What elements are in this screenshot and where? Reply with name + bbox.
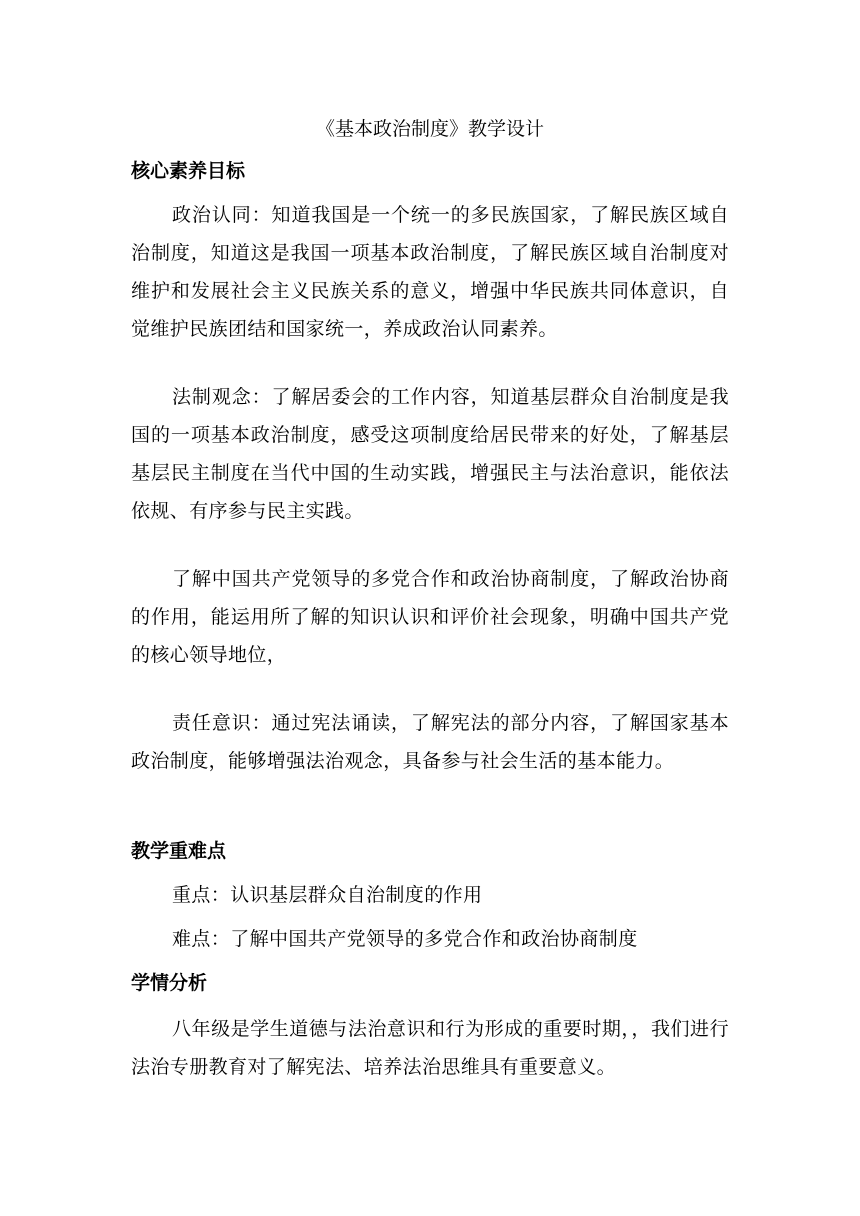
paragraph-political-identity: 政治认同：知道我国是一个统一的多民族国家，了解民族区域自治制度，知道这是我国一项基本政治制度，了解民族区域自治制度对维护和发展社会主义民族关系的意义，增强中华民族共同体意识，自觉维护民族团结和国家统一，养成政治认同素养。 [131,204,729,340]
paragraph-multiparty-cooperation: 了解中国共产党领导的多党合作和政治协商制度，了解政治协商的作用，能运用所了解的知识认识和评价社会现象，明确中国共产党的核心领导地位， [131,568,729,666]
document-title: 《基本政治制度》教学设计 [315,118,544,140]
paragraph-key-point: 重点：认识基层群众自治制度的作用 [172,884,483,906]
paragraph-difficult-point: 难点：了解中国共产党领导的多党合作和政治协商制度 [172,928,638,950]
paragraph-learner-analysis: 八年级是学生道德与法治意识和行为形成的重要时期，，我们进行法治专册教育对了解宪法、培养法治思维具有重要意义。 [131,1018,729,1078]
section-heading-core-literacy: 核心素养目标 [131,160,246,182]
paragraph-rule-of-law: 法制观念：了解居委会的工作内容，知道基层群众自治制度是我国的一项基本政治制度，感受这项制度给居民带来的好处，了解基层基层民主制度在当代中国的生动实践，增强民主与法治意识，能依法依规、有序参与民主实践。 [131,386,729,522]
paragraph-responsibility: 责任意识：通过宪法诵读，了解宪法的部分内容，了解国家基本政治制度，能够增强法治观念，具备参与社会生活的基本能力。 [131,712,729,772]
section-heading-learner-analysis: 学情分析 [131,972,208,994]
section-heading-key-difficult-points: 教学重难点 [131,840,227,862]
